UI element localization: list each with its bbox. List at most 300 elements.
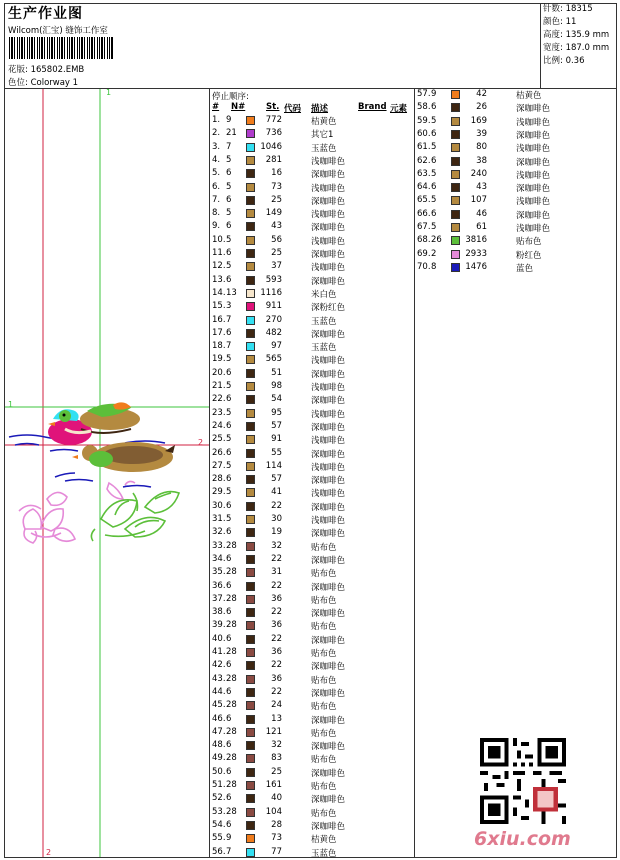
stitch-count: 169 <box>470 115 487 126</box>
color-description: 贴布色 <box>311 808 337 819</box>
color-description: 米白色 <box>311 289 337 300</box>
page-title: 生产作业图 <box>8 6 83 22</box>
stop-row <box>212 514 412 527</box>
stop-row <box>417 89 617 102</box>
column-divider <box>414 88 415 858</box>
color-description: 贴布色 <box>311 569 337 580</box>
needle-number: 28 <box>226 540 237 551</box>
stop-number: 8. <box>212 208 221 219</box>
stop-row <box>417 156 617 169</box>
color-description: 贴布色 <box>311 649 337 659</box>
needle-number: 6 <box>226 274 232 285</box>
needle-number: 28 <box>226 753 237 764</box>
stitch-count: 41 <box>271 487 282 498</box>
stitch-count: 56 <box>271 234 282 245</box>
stop-row <box>212 501 412 514</box>
color-description: 浅咖啡色 <box>516 224 551 234</box>
stitch-count: 104 <box>265 806 282 817</box>
stitch-count: 57 <box>271 474 282 485</box>
color-swatch <box>246 621 255 630</box>
stop-number: 3. <box>212 141 221 152</box>
stop-number: 50. <box>212 766 226 777</box>
needle-number: 9 <box>431 89 437 99</box>
stat-height: 高度: 135.9 mm <box>543 30 610 40</box>
color-swatch <box>246 635 255 644</box>
stop-row <box>212 487 412 500</box>
stitch-count: 24 <box>271 700 282 711</box>
color-description: 浅咖啡色 <box>516 117 551 128</box>
stop-number: 5. <box>212 168 221 179</box>
needle-number: 6 <box>226 580 232 591</box>
needle-number: 28 <box>226 673 237 684</box>
color-swatch <box>246 395 255 404</box>
stop-row <box>212 408 412 421</box>
color-description: 深咖啡色 <box>311 662 346 673</box>
color-swatch <box>246 222 255 231</box>
needle-number: 5 <box>226 407 232 418</box>
color-description: 贴布色 <box>311 675 337 686</box>
color-swatch <box>451 196 460 205</box>
stitch-count: 73 <box>271 181 282 192</box>
stitch-count: 22 <box>271 500 282 511</box>
stat-scale: 比例: 0.36 <box>543 56 585 66</box>
stop-row <box>417 169 617 182</box>
color-swatch <box>246 515 255 524</box>
stop-row <box>212 527 412 540</box>
needle-number: 28 <box>226 567 237 578</box>
stitch-count: 911 <box>265 301 282 312</box>
color-description: 深咖啡色 <box>311 742 346 753</box>
color-swatch <box>451 90 460 99</box>
color-swatch <box>246 582 255 591</box>
needle-number: 6 <box>226 194 232 205</box>
needle-number: 7 <box>226 846 232 857</box>
stop-number: 32. <box>212 527 226 538</box>
stop-number: 65. <box>417 195 431 206</box>
col-head-code: 代码 <box>284 104 302 114</box>
stop-row <box>212 301 412 314</box>
needle-number: 5 <box>226 434 232 445</box>
color-swatch <box>246 675 255 684</box>
col-head-n: N# <box>231 102 246 112</box>
stitch-count: 98 <box>271 381 282 391</box>
stop-row <box>212 727 412 740</box>
guide-label-top: 1 <box>106 88 112 97</box>
stop-row <box>212 780 412 793</box>
needle-number: 5 <box>226 487 232 498</box>
stop-number: 64. <box>417 182 431 193</box>
stop-row <box>417 182 617 195</box>
design-preview <box>5 89 209 857</box>
preview-divider <box>209 88 210 858</box>
stop-row <box>417 116 617 129</box>
color-description: 深咖啡色 <box>311 768 346 779</box>
guide-label-bottom: 2 <box>46 848 52 857</box>
stop-row <box>212 421 412 434</box>
stop-number: 18. <box>212 341 226 352</box>
color-description: 深咖啡色 <box>311 329 346 340</box>
color-swatch <box>246 302 255 311</box>
color-description: 深咖啡色 <box>516 157 551 168</box>
color-swatch <box>246 449 255 458</box>
stop-number: 12. <box>212 261 226 272</box>
stop-row <box>212 341 412 354</box>
stitch-count: 1116 <box>260 287 282 298</box>
stitch-count: 161 <box>265 780 282 790</box>
needle-number: 28 <box>226 726 237 737</box>
color-swatch <box>451 143 460 152</box>
stitch-count: 13 <box>271 713 282 724</box>
needle-number: 6 <box>226 447 232 458</box>
needle-number: 28 <box>226 806 237 817</box>
stop-row <box>212 847 412 860</box>
color-description: 玉蓝色 <box>311 143 337 154</box>
needle-number: 6 <box>226 394 232 405</box>
color-description: 深咖啡色 <box>311 449 346 460</box>
stitch-count: 25 <box>271 248 282 258</box>
stop-number: 48. <box>212 740 226 751</box>
needle-number: 6 <box>226 500 232 511</box>
stop-row <box>212 315 412 328</box>
stitch-count: 97 <box>271 341 282 352</box>
stitch-count: 40 <box>271 793 282 804</box>
stitch-count: 39 <box>476 128 487 139</box>
stop-number: 29. <box>212 487 226 498</box>
company-name: Wilcom(汇宝) 缝饰工作室 <box>8 26 108 36</box>
stitch-count: 38 <box>476 155 487 166</box>
needle-number: 6 <box>226 793 232 804</box>
stop-row <box>212 394 412 407</box>
color-description: 蓝色 <box>516 263 534 274</box>
stop-row <box>212 208 412 221</box>
color-description: 深咖啡色 <box>311 502 346 513</box>
color-description: 深咖啡色 <box>311 582 346 593</box>
needle-number: 26 <box>431 235 442 246</box>
color-swatch <box>246 488 255 497</box>
color-description: 贴布色 <box>311 728 337 739</box>
stitch-count: 43 <box>271 221 282 232</box>
needle-number: 5 <box>226 181 232 192</box>
stitch-count: 736 <box>265 128 282 139</box>
stop-number: 36. <box>212 580 226 591</box>
stop-number: 26. <box>212 447 226 458</box>
stop-number: 61. <box>417 142 431 153</box>
stop-row <box>212 607 412 620</box>
col-head-st: St. <box>266 102 280 112</box>
stat-colors: 颜色: 11 <box>543 17 577 27</box>
stop-number: 58. <box>417 102 431 113</box>
stop-row <box>212 674 412 687</box>
stitch-count: 43 <box>476 182 487 193</box>
color-swatch <box>451 103 460 112</box>
needle-number: 28 <box>226 700 237 711</box>
stitch-count: 83 <box>271 753 282 764</box>
color-swatch <box>246 329 255 338</box>
color-description: 深咖啡色 <box>311 821 346 832</box>
needle-number: 9 <box>226 115 232 125</box>
stitch-count: 28 <box>271 819 282 830</box>
stop-row <box>212 248 412 261</box>
stop-number: 43. <box>212 673 226 684</box>
stop-row <box>212 261 412 274</box>
stitch-count: 2933 <box>465 248 487 259</box>
stop-row <box>212 235 412 248</box>
stop-number: 28. <box>212 474 226 485</box>
stop-row <box>212 541 412 554</box>
stop-number: 9. <box>212 221 221 232</box>
color-swatch <box>246 608 255 617</box>
stitch-count: 3816 <box>465 235 487 246</box>
color-swatch <box>246 355 255 364</box>
stitch-count: 36 <box>271 620 282 631</box>
stop-row <box>212 714 412 727</box>
color-swatch <box>246 342 255 351</box>
stop-number: 19. <box>212 354 226 365</box>
stop-number: 59. <box>417 115 431 126</box>
stop-number: 34. <box>212 553 226 564</box>
needle-number: 6 <box>226 327 232 338</box>
color-description: 深粉红色 <box>311 303 346 314</box>
stop-number: 10. <box>212 234 226 245</box>
stop-number: 14. <box>212 287 226 298</box>
stitch-count: 19 <box>271 527 282 538</box>
stop-row <box>417 209 617 222</box>
stop-number: 47. <box>212 726 226 737</box>
color-description: 深咖啡色 <box>311 529 346 540</box>
needle-number: 6 <box>226 527 232 538</box>
color-swatch <box>451 157 460 166</box>
color-description: 浅咖啡色 <box>516 144 551 155</box>
needle-number: 7 <box>226 141 232 152</box>
stop-number: 16. <box>212 314 226 325</box>
needle-number: 5 <box>226 460 232 471</box>
guide-label-right: 2 <box>198 438 204 447</box>
color-description: 深咖啡色 <box>311 715 346 726</box>
stitch-count: 46 <box>476 208 487 219</box>
needle-number: 5 <box>226 208 232 219</box>
needle-number: 6 <box>226 553 232 564</box>
stop-number: 27. <box>212 460 226 471</box>
stop-number: 15. <box>212 301 226 312</box>
stop-number: 40. <box>212 633 226 644</box>
needle-number: 28 <box>226 780 237 790</box>
needle-number: 5 <box>226 354 232 365</box>
color-swatch <box>246 422 255 431</box>
stop-number: 35. <box>212 567 226 578</box>
needle-number: 28 <box>226 647 237 657</box>
needle-number: 6 <box>431 208 437 219</box>
stop-row <box>212 687 412 700</box>
stop-row <box>212 354 412 367</box>
color-swatch <box>246 169 255 178</box>
stop-row <box>417 262 617 275</box>
needle-number: 6 <box>226 660 232 671</box>
stitch-count: 22 <box>271 580 282 591</box>
color-swatch <box>451 236 460 245</box>
color-swatch <box>246 462 255 471</box>
color-description: 深咖啡色 <box>311 476 346 487</box>
needle-number: 5 <box>431 115 437 126</box>
stop-number: 62. <box>417 155 431 166</box>
color-description: 贴布色 <box>311 595 337 606</box>
stitch-count: 22 <box>271 633 282 644</box>
color-swatch <box>246 781 255 790</box>
color-swatch <box>246 502 255 511</box>
stop-sequence-title: 停止顺序: <box>212 92 249 102</box>
needle-number: 5 <box>226 154 232 165</box>
needle-number: 6 <box>431 155 437 166</box>
needle-number: 6 <box>226 819 232 830</box>
color-swatch <box>246 808 255 817</box>
color-swatch <box>246 794 255 803</box>
color-swatch <box>246 316 255 325</box>
color-swatch <box>246 555 255 564</box>
guide-label-left: 1 <box>8 400 14 409</box>
stop-number: 13. <box>212 274 226 285</box>
stop-row <box>212 275 412 288</box>
stop-row <box>212 807 412 820</box>
color-description: 浅咖啡色 <box>311 356 346 367</box>
stop-number: 17. <box>212 327 226 338</box>
stop-row <box>212 448 412 461</box>
color-swatch <box>246 116 255 125</box>
color-swatch <box>451 117 460 126</box>
stop-number: 7. <box>212 194 221 205</box>
needle-number: 6 <box>431 128 437 139</box>
stop-number: 55. <box>212 833 226 844</box>
stop-number: 37. <box>212 593 226 604</box>
needle-number: 5 <box>431 142 437 153</box>
stop-row <box>212 221 412 234</box>
stitch-count: 73 <box>271 833 282 844</box>
color-swatch <box>246 848 255 857</box>
stats-panel <box>540 3 618 88</box>
color-description: 浅咖啡色 <box>311 383 346 393</box>
stop-number: 67. <box>417 222 431 232</box>
stop-row <box>212 753 412 766</box>
color-description: 贴布色 <box>311 622 337 633</box>
color-swatch <box>246 209 255 218</box>
colorway: 色位: Colorway 1 <box>8 78 79 88</box>
stop-row <box>417 222 617 235</box>
stitch-count: 32 <box>271 740 282 751</box>
color-description: 深咖啡色 <box>311 170 346 181</box>
stitch-count: 36 <box>271 673 282 684</box>
stop-number: 38. <box>212 607 226 618</box>
color-swatch <box>246 754 255 763</box>
color-description: 深咖啡色 <box>311 635 346 646</box>
stitch-count: 240 <box>470 168 487 179</box>
stop-row <box>212 581 412 594</box>
stitch-count: 51 <box>271 367 282 378</box>
color-description: 深咖啡色 <box>311 369 346 380</box>
stop-row <box>212 474 412 487</box>
stop-number: 63. <box>417 168 431 179</box>
color-description: 浅咖啡色 <box>516 170 551 181</box>
stop-row <box>212 155 412 168</box>
stop-row <box>212 594 412 607</box>
needle-number: 6 <box>226 474 232 485</box>
stop-number: 42. <box>212 660 226 671</box>
stitch-count: 281 <box>265 154 282 165</box>
color-swatch <box>451 130 460 139</box>
needle-number: 6 <box>226 713 232 724</box>
stop-number: 49. <box>212 753 226 764</box>
needle-number: 5 <box>226 381 232 391</box>
color-description: 深咖啡色 <box>516 130 551 141</box>
color-description: 浅咖啡色 <box>311 183 346 194</box>
col-head-brand: Brand <box>358 102 387 112</box>
stitch-count: 565 <box>265 354 282 365</box>
stop-row <box>212 142 412 155</box>
color-description: 深咖啡色 <box>311 555 346 566</box>
color-swatch <box>246 688 255 697</box>
stop-number: 1. <box>212 115 221 125</box>
color-swatch <box>246 143 255 152</box>
color-description: 粉红色 <box>516 250 542 261</box>
stop-number: 52. <box>212 793 226 804</box>
stop-row <box>212 461 412 474</box>
stop-row <box>212 182 412 195</box>
stop-number: 66. <box>417 208 431 219</box>
needle-number: 2 <box>431 248 437 259</box>
stop-row <box>417 102 617 115</box>
stop-row <box>212 381 412 394</box>
color-swatch <box>246 648 255 657</box>
color-swatch <box>246 595 255 604</box>
color-swatch <box>451 223 460 232</box>
stitch-count: 36 <box>271 647 282 657</box>
stitch-count: 16 <box>271 168 282 179</box>
stitch-count: 55 <box>271 447 282 458</box>
color-swatch <box>246 289 255 298</box>
color-description: 贴布色 <box>311 702 337 713</box>
stitch-count: 54 <box>271 394 282 405</box>
stitch-count: 32 <box>271 540 282 551</box>
stop-number: 4. <box>212 154 221 165</box>
color-description: 深咖啡色 <box>311 396 346 407</box>
color-description: 浅咖啡色 <box>311 489 346 500</box>
stitch-count: 31 <box>271 567 282 578</box>
stop-row <box>417 249 617 262</box>
stop-number: 53. <box>212 806 226 817</box>
stitch-count: 107 <box>470 195 487 206</box>
needle-number: 6 <box>226 607 232 618</box>
stop-number: 2. <box>212 128 221 139</box>
needle-number: 5 <box>226 234 232 245</box>
color-swatch <box>246 276 255 285</box>
stop-row <box>212 195 412 208</box>
needle-number: 5 <box>226 514 232 524</box>
stop-row <box>417 195 617 208</box>
stop-number: 31. <box>212 514 226 524</box>
needle-number: 6 <box>226 766 232 777</box>
color-description: 贴布色 <box>311 755 337 766</box>
color-description: 浅咖啡色 <box>516 197 551 208</box>
color-description: 浅咖啡色 <box>311 516 346 526</box>
color-swatch <box>246 475 255 484</box>
stitch-count: 61 <box>476 222 487 232</box>
stop-row <box>212 434 412 447</box>
stop-row <box>212 168 412 181</box>
stop-number: 51. <box>212 780 226 790</box>
stop-row <box>212 328 412 341</box>
color-swatch <box>246 435 255 444</box>
color-description: 贴布色 <box>516 237 542 248</box>
color-description: 深咖啡色 <box>311 250 346 260</box>
stop-row <box>212 833 412 846</box>
color-description: 深咖啡色 <box>516 184 551 195</box>
